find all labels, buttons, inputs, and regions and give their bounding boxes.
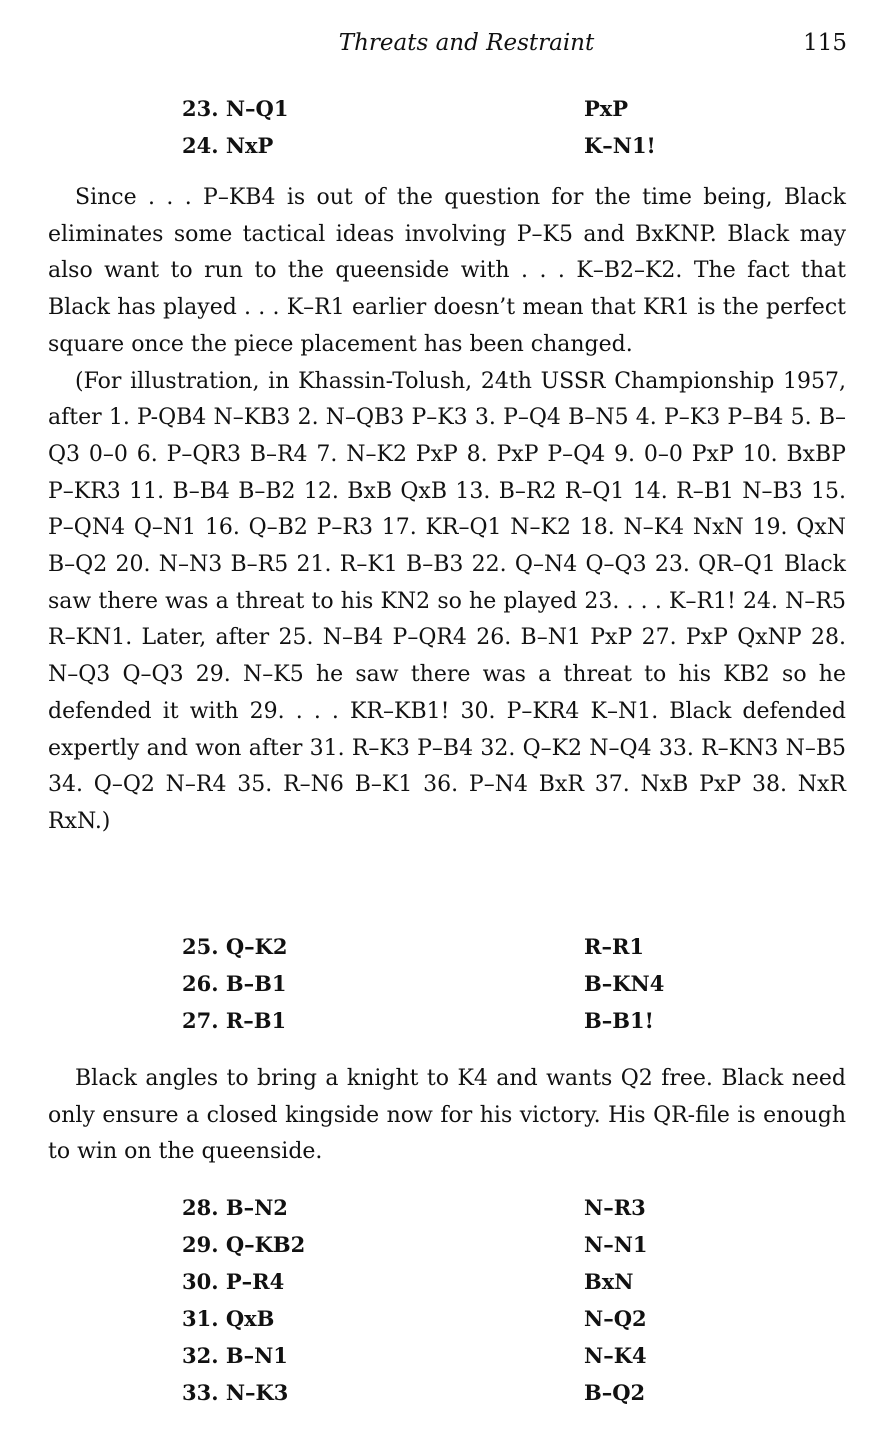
black-move: B–Q2 xyxy=(584,1380,646,1405)
move-row xyxy=(182,90,702,127)
paragraph: (For illustration, in Khassin-Tolush, 24th USSR Championship 1957, after 1. P-QB4 N–KB3 2. N–QB3 P–K3 3. P–Q4 B–N5 4. P–K3 P–B4 5. B–Q3 0–0 6. P–QR3 B–R4 7. N–K2 PxP 8. PxP P–Q4 9. 0–0 PxP 10. BxBP P–KR3 11. B–B4 B–B2 12. BxB QxB 13. B–R2 R–Q1 14. R–B1 N–B3 15. P–QN4 Q–N1 16. Q–B2 P–R3 17. KR–Q1 N–K2 18. N–K4 NxN 19. QxN B–Q2 20. N–N3 B–R5 21. R–K1 B–B3 22. Q–N4 Q–Q3 23. QR–Q1 Black saw there was a threat to his KN2 so he played 23. . . . K–R1! 24. N–R5 R–KN1. Later, after 25. N–B4 P–QR4 26. B–N1 PxP 27. PxP QxNP 28. N–Q3 Q–Q3 29. N–K5 he saw there was a threat to his KB2 so he defended it with 29. . . . KR–KB1! 30. P–KR4 K–N1. Black defended expertly and won after 31. R–K3 P–B4 32. Q–K2 N–Q4 33. R–KN3 N–B5 34. Q–Q2 N–R4 35. R–N6 B–K1 36. P–N4 BxR 37. NxB PxP 38. NxR RxN.) xyxy=(48,368,846,834)
moves-block-3 xyxy=(182,1189,702,1411)
black-move: BxN xyxy=(584,1269,634,1294)
page-number: 115 xyxy=(803,30,847,56)
white-move: 24. NxP xyxy=(182,133,274,158)
moves-block-1 xyxy=(182,90,702,164)
white-move: 30. P–R4 xyxy=(182,1269,285,1294)
move-row xyxy=(182,1337,702,1374)
move-row xyxy=(182,1263,702,1300)
moves-block-2 xyxy=(182,928,702,1039)
black-move: R–R1 xyxy=(584,934,645,959)
move-row xyxy=(182,1189,702,1226)
white-move: 25. Q–K2 xyxy=(182,934,288,959)
prose-block-1 xyxy=(48,180,846,841)
white-move: 31. QxB xyxy=(182,1306,275,1331)
move-row xyxy=(182,1300,702,1337)
black-move: PxP xyxy=(584,96,629,121)
black-move: B–B1! xyxy=(584,1008,654,1033)
running-title: Threats and Restraint xyxy=(338,30,595,56)
move-row xyxy=(182,1374,702,1411)
move-row xyxy=(182,928,702,965)
white-move: 27. R–B1 xyxy=(182,1008,287,1033)
page-header xyxy=(0,28,893,62)
move-row xyxy=(182,965,702,1002)
white-move: 26. B–B1 xyxy=(182,971,287,996)
black-move: N–N1 xyxy=(584,1232,648,1257)
black-move: N–K4 xyxy=(584,1343,647,1368)
move-row xyxy=(182,1226,702,1263)
black-move: K–N1! xyxy=(584,133,656,158)
white-move: 33. N–K3 xyxy=(182,1380,289,1405)
paragraph: Since . . . P–KB4 is out of the question for the time being, Black eliminates some tactical ideas involving P–K5 and BxKNP. Black may also want to run to the queenside with . . . K–B2–K2. The fact that Black has played . . . K–R1 earlier doesn’t mean that KR1 is the perfect square once the piece placement has been changed. xyxy=(48,185,846,357)
prose-block-2 xyxy=(48,1061,846,1171)
black-move: N–R3 xyxy=(584,1195,646,1220)
white-move: 32. B–N1 xyxy=(182,1343,288,1368)
paragraph: Black angles to bring a knight to K4 and wants Q2 free. Black need only ensure a closed kingside now for his victory. His QR-file is enough to win on the queenside. xyxy=(48,1066,846,1165)
white-move: 29. Q–KB2 xyxy=(182,1232,306,1257)
black-move: B–KN4 xyxy=(584,971,665,996)
white-move: 23. N–Q1 xyxy=(182,96,289,121)
white-move: 28. B–N2 xyxy=(182,1195,288,1220)
move-row xyxy=(182,1002,702,1039)
black-move: N–Q2 xyxy=(584,1306,647,1331)
move-row xyxy=(182,127,702,164)
